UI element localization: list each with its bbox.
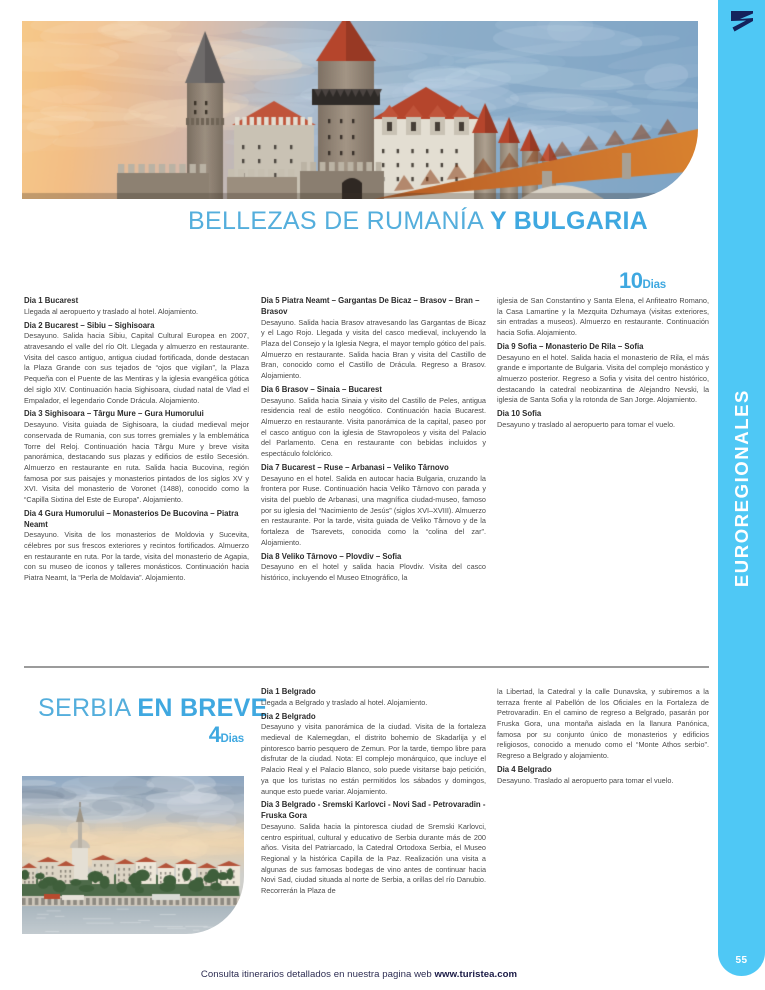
itinerary-day-body: Desayuno. Visita guiada de Sighisoara, la ciudad medieval mejor conservada de Rumania, con sus torres gremiales y la emblemática Torre del Reloj. Continuación hacia Târgu Mure y breve visita panorámica, destacando sus plazas y edificios de estilo Secesión. Almuerzo en restaurante en ruta. Salida hacia Bucovina, región famosa por sus paisajes y monasterios pintados de los siglos XV y XVI. Visita del monasterio de Voronet (1488), conocido como la “Capilla Sixtina del Este de Europa”. Alojamiento. <box>24 420 249 504</box>
itinerary-day-body: Desayuno en el hotel. Salida hacia el monasterio de Rila, el más grande e importante de Bulgaria. Visita del complejo monástico y almuerzo posterior. Regreso a Sofia y visita del centro histórico, destacando la catedral neobizantina de Alejandro Nevski, la iglesia de Santa Sofia y la rotonda de San Jorge. Alojamiento. <box>497 352 709 405</box>
footer <box>0 969 718 980</box>
days-number-romania: 10 <box>619 268 643 293</box>
itinerary-day-title: Dia 2 Belgrado <box>261 711 316 721</box>
days-unit-serbia: Dias <box>220 733 244 745</box>
itinerary-day-title: Dia 10 Sofia <box>497 409 542 419</box>
itinerary-day-title: Dia 2 Bucarest – Sibiu – Sighisoara <box>24 320 155 330</box>
itinerary-day-body: Desayuno y traslado al aeropuerto para tomar el vuelo. <box>497 420 676 430</box>
itinerary-day-title: Dia 4 Belgrado <box>497 765 552 774</box>
itinerary-day-title: Dia 3 Sighisoara – Târgu Mure – Gura Humorului <box>24 409 204 419</box>
itinerary-day-title: Dia 1 Bucarest <box>24 296 79 305</box>
itinerary-column-serbia-1 <box>261 687 486 897</box>
itinerary-column-serbia-2 <box>497 687 709 786</box>
itinerary-day-body: Llegada al aeropuerto y traslado al hotel. Alojamiento. <box>24 306 199 316</box>
itinerary-day-body: Desayuno y visita panorámica de la ciudad. Visita de la fortaleza medieval de Kalemegdan, el distrito bohemio de Skadarlija y el pintoresco barrio pesquero de Zemun. Por la tarde, tiempo libre para disfrutar de la ciudad. Nota: El complejo monárquico, que incluye el Palacio Real y el Palacio Blanco, solo puede visitarse bajo petición, ya que los turistas no están permitidos los sábados y domingos, aunque esto puede variar. Alojamiento. <box>261 722 486 796</box>
itinerary-day-title: Dia 4 Gura Humorului – Monasterios De Bucovina – Piatra Neamt <box>24 508 239 529</box>
days-unit-romania: Dias <box>642 279 666 291</box>
itinerary-column-romania-1 <box>24 296 249 584</box>
corvin-castle-photo <box>22 21 698 199</box>
page-title-serbia-light: SERBIA <box>38 694 138 722</box>
itinerary-day-body: iglesia de San Constantino y Santa Elena, el Anfiteatro Romano, la Casa Lamartine y la Mezquita Dzhumaya (visitas exteriores, sin entradas a museos). Almuerzo en restaurante. Continuación hacia Sofia. Alojamiento. <box>497 296 709 338</box>
days-badge-romania <box>619 268 666 294</box>
itinerary-day-title: Dia 1 Belgrado <box>261 687 316 696</box>
page-title-serbia <box>38 694 268 723</box>
page-number: 55 <box>735 955 748 966</box>
days-badge-serbia <box>209 722 244 748</box>
footer-text: Consulta itinerarios detallados en nuestra pagina web <box>200 969 435 980</box>
itinerary-day-body: Llegada a Belgrado y traslado al hotel. Alojamiento. <box>261 697 428 707</box>
page-title-romania-light: BELLEZAS DE RUMANÍA <box>188 207 490 235</box>
itinerary-column-romania-2 <box>261 296 486 584</box>
sidebar-section-label <box>718 0 765 976</box>
belgrade-skyline-photo <box>22 776 244 934</box>
itinerary-column-romania-3 <box>497 296 709 431</box>
itinerary-day-body: Desayuno en el hotel. Salida en autocar hacia Bulgaria, cruzando la frontera por Ruse. Continuación hacia Veliko Târnovo con parada y visita del pueblo de Arbanasi, una magnífica ciudad-museo, famoso por su iglesia del “Nacimiento de Jesús” (siglos XVI–XVIII). Almuerzo en restaurante. Por la tarde, visita guiada de Veliko Târnovo y de la fortaleza de Tsarevets, conocida como la “colina del zar”. Alojamiento. <box>261 473 486 547</box>
page-title-romania-bold: Y BULGARIA <box>489 207 649 235</box>
page-title-romania <box>188 207 648 236</box>
itinerary-day-title: Dia 3 Belgrado - Sremski Karlovci - Novi Sad - Petrovaradin - Fruska Gora <box>261 800 486 821</box>
itinerary-day-title: Dia 6 Brasov – Sinaia – Bucarest <box>261 384 382 394</box>
hero-image-serbia <box>22 776 244 934</box>
itinerary-day-body: Desayuno. Salida hacia la pintoresca ciudad de Sremski Karlovci, centro espiritual, cultural y educativo de Serbia durante más de 200 años. Visita del Patriarcado, la Catedral Ortodoxa Serbia, el Museo Regional y la histórica Capilla de la Paz. Realización una visita a algunas de sus famosas bodegas de vino antes de continuar hacia Novi Sad, ciudad situada al norte de Serbia, a orillas del río Danubio. Recorrerán la Plaza de <box>261 821 486 895</box>
itinerary-day-body: Desayuno en el hotel y salida hacia Plovdiv. Visita del casco histórico, incluyendo el Museo Etnográfico, la <box>261 562 486 583</box>
itinerary-day-body: Desayuno. Traslado al aeropuerto para tomar el vuelo. <box>497 775 674 785</box>
itinerary-day-body: Desayuno. Salida hacia Sibiu, Capital Cultural Europea en 2007, atravesando el valle del río Olt. Llegada y almuerzo en restaurante. Visita del casco antiguo, antigua ciudad fortificada, donde destacan la Plaza Grande con sus tejados de “ojos que vigilan”, la Plaza Pequeña con el Puente de las Mentiras y la iglesia evangélica gótica del siglo XIV. Continuación hacia Sighisoara, ciudad natal de Vlad el Empalador, el legendario Conde Drácula. Alojamiento. <box>24 331 249 405</box>
itinerary-day-title: Dia 9 Sofia – Monasterio De Rila – Sofia <box>497 341 644 351</box>
days-number-serbia: 4 <box>208 722 221 747</box>
sidebar-section-label-text: EUROREGIONALES <box>730 388 752 588</box>
itinerary-day-body: Desayuno. Salida hacia Brasov atravesando las Gargantas de Bicaz y el Lago Rojo. Llegada y visita del casco medieval, incluyendo la Plaza del Consejo y la Iglesia Negra, el mayor templo gótico del país. Almuerzo en restaurante. Salida hacia Bran y visita del Castillo de Bran, conocido como el Castillo de Drácula. Regreso a Brasov. Alojamiento. <box>261 317 486 380</box>
right-sidebar <box>718 0 765 976</box>
itinerary-day-body: Desayuno. Salida hacia Sinaia y visito del Castillo de Peles, antigua residencia real de estilo neogótico. Continuación hacia Bucarest. Almuerzo en restaurante. Visita panorámica de la capital, paseo por el casco antiguo con la iglesia de Stavropoleos y visita del Palacio del Parlamento. Cena en restaurante con bebidas incluidos y espectáculo folclórico. <box>261 395 486 458</box>
itinerary-day-title: Dia 5 Piatra Neamt – Gargantas De Bicaz – Brasov – Bran – Brasov <box>261 296 480 316</box>
footer-url[interactable]: www.turistea.com <box>434 969 518 980</box>
hero-image-romania <box>22 21 698 199</box>
page-title-serbia-bold: EN BREVE <box>137 694 268 722</box>
itinerary-day-body: Desayuno. Visita de los monasterios de Moldovia y Sucevita, célebres por sus frescos exteriores y recintos fortificados. Almuerzo en restaurante en ruta. Por la tarde, visita del monasterio de Agapia, con su museo de iconos y talleres monásticos. Continuación hacia Piatra Neamt, la “Perla de Moldavia”. Alojamiento. <box>24 530 249 583</box>
itinerary-day-title: Dia 7 Bucarest – Ruse – Arbanasi – Veliko Târnovo <box>261 462 449 472</box>
itinerary-day-body: la Libertad, la Catedral y la calle Dunavska, y subiremos a la terraza frente al Pabellón de los Oficiales en la Fortaleza de Petrovaradin. En el camino de regreso a Belgrado, pasarán por Fruska Gora, una montaña aislada en la llanura Panónica, famosa por su conjunto único de monasterios y edificios religiosos, conocido a menudo como el “Monte Athos serbio”. Regreso a Belgrado y alojamiento. <box>497 687 709 761</box>
section-divider <box>24 666 709 668</box>
itinerary-day-title: Dia 8 Veliko Târnovo – Plovdiv – Sofia <box>261 551 402 561</box>
